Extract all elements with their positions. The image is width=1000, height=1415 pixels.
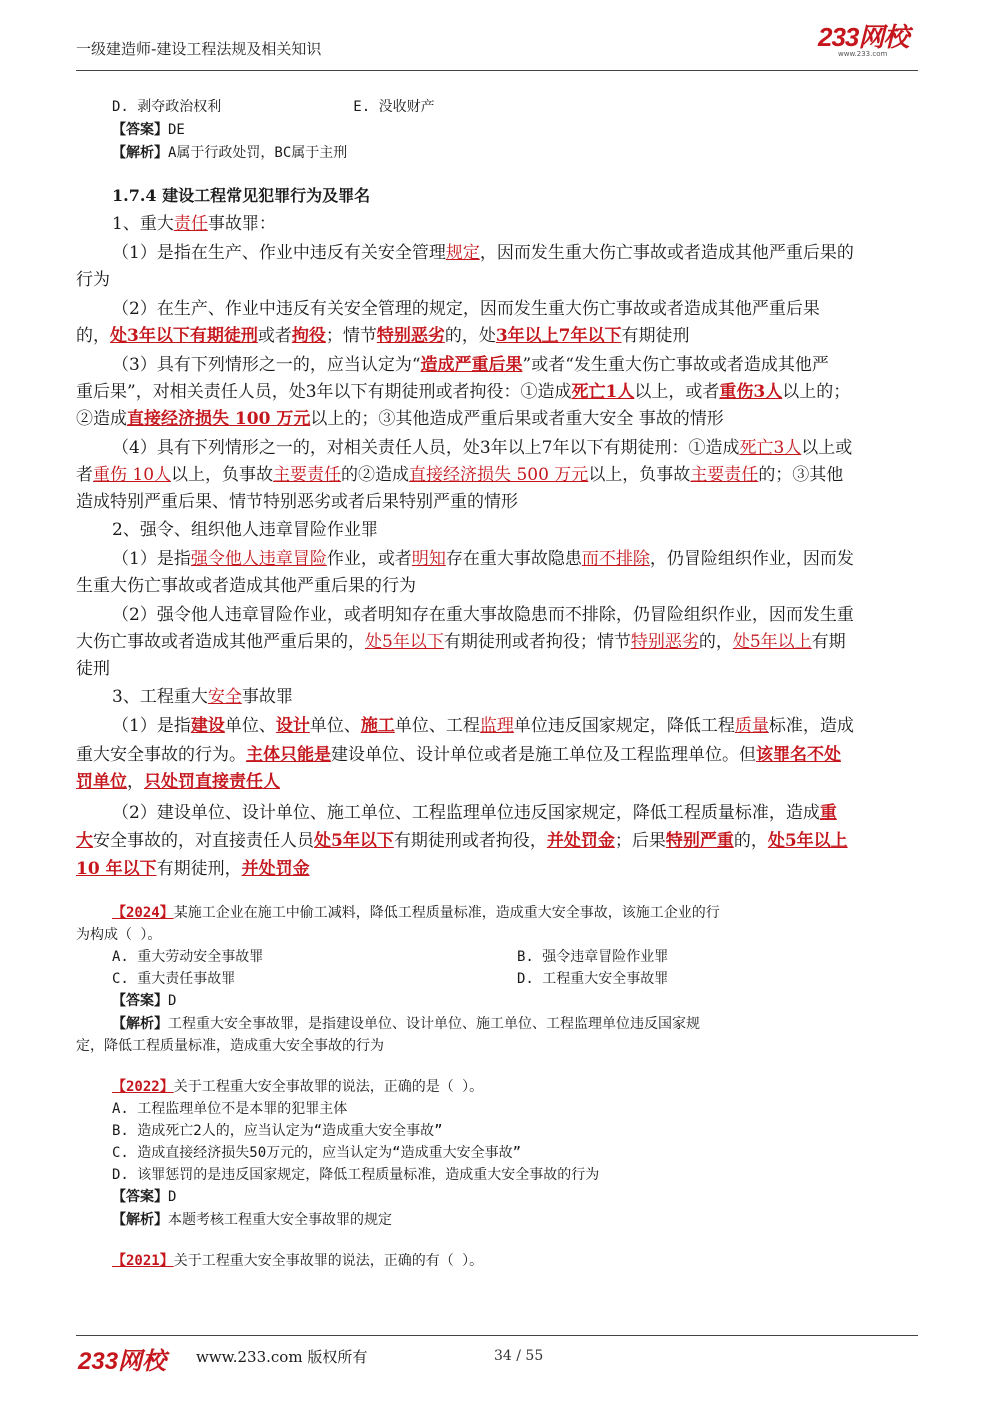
q2021-stem: 【2021】关于工程重大安全事故罪的说法，正确的有（ ）。 [112,1253,484,1269]
crime-1-para-2-cont: 的，处3年以下有期徒刑或者拘役；情节特别恶劣的，处3年以上7年以下有期徒刑 [76,326,690,346]
footer-copyright: www.233.com 版权所有 [196,1348,368,1366]
header-divider [76,70,918,71]
crime-1-para-3-cont2: ②造成直接经济损失 100 万元以上的；③其他造成严重后果或者重大安全 事故的情形 [76,409,724,429]
footer-divider [76,1335,918,1336]
crime-2-para-1-cont: 生重大伤亡事故或者造成其他严重后果的行为 [76,576,416,596]
q2024-options-ab: A. 重大劳动安全事故罪 B. 强令违章冒险作业罪 [112,949,669,965]
option-e: E. 没收财产 [353,99,435,115]
q2022-option-c: C. 造成直接经济损失50万元的，应当认定为“造成重大安全事故” [112,1145,521,1161]
q-prev-answer: 【答案】DE [112,122,185,138]
crime-1-para-4-cont2: 造成特别严重后果、情节特别恶劣或者后果特别严重的情形 [76,492,518,512]
document-header-title: 一级建造师-建设工程法规及相关知识 [76,40,322,58]
crime-3-para-1-cont: 重大安全事故的行为。主体只能是建设单位、设计单位或者是施工单位及工程监理单位。但该罪名不处 [76,745,841,765]
crime-2-para-2-cont: 大伤亡事故或者造成其他严重后果的，处5年以下有期徒刑或者拘役；情节特别恶劣的，处5年以上有期 [76,632,846,652]
crime-2-title: 2、强令、组织他人违章冒险作业罪 [112,520,378,540]
crime-1-para-4: （4）具有下列情形之一的，对相关责任人员，处3年以上7年以下有期徒刑：①造成死亡3人以上或 [112,438,853,458]
crime-1-title: 1、重大责任事故罪： [112,214,276,234]
page-number: 34 / 55 [494,1348,544,1364]
q2024-stem-cont: 为构成（ ）。 [76,927,162,943]
q-prev-options [112,96,962,118]
q-prev-analysis: 【解析】A属于行政处罚，BC属于主刑 [112,145,348,161]
footer-logo: 233网校 [78,1348,167,1375]
crime-1-para-2: （2）在生产、作业中违反有关安全管理的规定，因而发生重大伤亡事故或者造成其他严重后果 [112,299,820,319]
crime-3-title: 3、工程重大安全事故罪 [112,687,293,707]
q2022-option-b: B. 造成死亡2人的，应当认定为“造成重大安全事故” [112,1123,443,1139]
q2024-stem: 【2024】某施工企业在施工中偷工减料，降低工程质量标准，造成重大安全事故，该施工企业的行 [112,905,720,921]
q2022-analysis: 【解析】本题考核工程重大安全事故罪的规定 [112,1212,392,1228]
option-d: D. 剥夺政治权利 [112,99,222,115]
q2024-analysis-cont: 定，降低工程质量标准，造成重大安全事故的行为 [76,1038,384,1054]
q2022-answer: 【答案】D [112,1189,177,1205]
q2024-options-cd: C. 重大责任事故罪 D. 工程重大安全事故罪 [112,971,669,987]
q2022-option-d: D. 该罪惩罚的是违反国家规定，降低工程质量标准，造成重大安全事故的行为 [112,1167,600,1183]
crime-3-para-1-cont2: 罚单位，只处罚直接责任人 [76,772,280,792]
crime-2-para-2: （2）强令他人违章冒险作业，或者明知存在重大事故隐患而不排除，仍冒险组织作业，因而发生重 [112,605,854,625]
brand-logo-url: www.233.com [838,50,888,58]
q2022-stem: 【2022】关于工程重大安全事故罪的说法，正确的是（ ）。 [112,1079,484,1095]
section-heading: 1.7.4 建设工程常见犯罪行为及罪名 [112,186,371,205]
brand-logo-text: 233网校 [818,22,909,52]
q2024-analysis: 【解析】工程重大安全事故罪，是指建设单位、设计单位、施工单位、工程监理单位违反国家规 [112,1016,700,1032]
crime-2-para-1: （1）是指强令他人违章冒险作业，或者明知存在重大事故隐患而不排除，仍冒险组织作业，因而发 [112,549,854,569]
crime-3-para-2: （2）建设单位、设计单位、施工单位、工程监理单位违反国家规定，降低工程质量标准，造成重 [112,803,837,823]
brand-logo [818,24,918,64]
crime-3-para-1: （1）是指建设单位、设计单位、施工单位、工程监理单位违反国家规定，降低工程质量标准，造成 [112,716,854,736]
crime-1-para-3-cont: 重后果”，对相关责任人员，处3年以下有期徒刑或者拘役：①造成死亡1人以上，或者重伤3人以上的； [76,382,851,402]
crime-3-para-2-cont2: 10 年以下有期徒刑，并处罚金 [76,859,310,879]
crime-1-para-1: （1）是指在生产、作业中违反有关安全管理规定，因而发生重大伤亡事故或者造成其他严重后果的 [112,243,854,263]
q2024-answer: 【答案】D [112,993,177,1009]
crime-1-para-4-cont: 者重伤 10人以上，负事故主要责任的②造成直接经济损失 500 万元以上，负事故主要责任的；③其他 [76,465,844,485]
q2022-option-a: A. 工程监理单位不是本罪的犯罪主体 [112,1101,348,1117]
crime-2-para-2-cont2: 徒刑 [76,659,110,679]
crime-3-para-2-cont: 大安全事故的，对直接责任人员处5年以下有期徒刑或者拘役，并处罚金；后果特别严重的，处5年以上 [76,831,848,851]
crime-1-para-3: （3）具有下列情形之一的，应当认定为“造成严重后果”或者“发生重大伤亡事故或者造成其他严 [112,355,829,375]
crime-1-para-1-cont: 行为 [76,270,110,290]
